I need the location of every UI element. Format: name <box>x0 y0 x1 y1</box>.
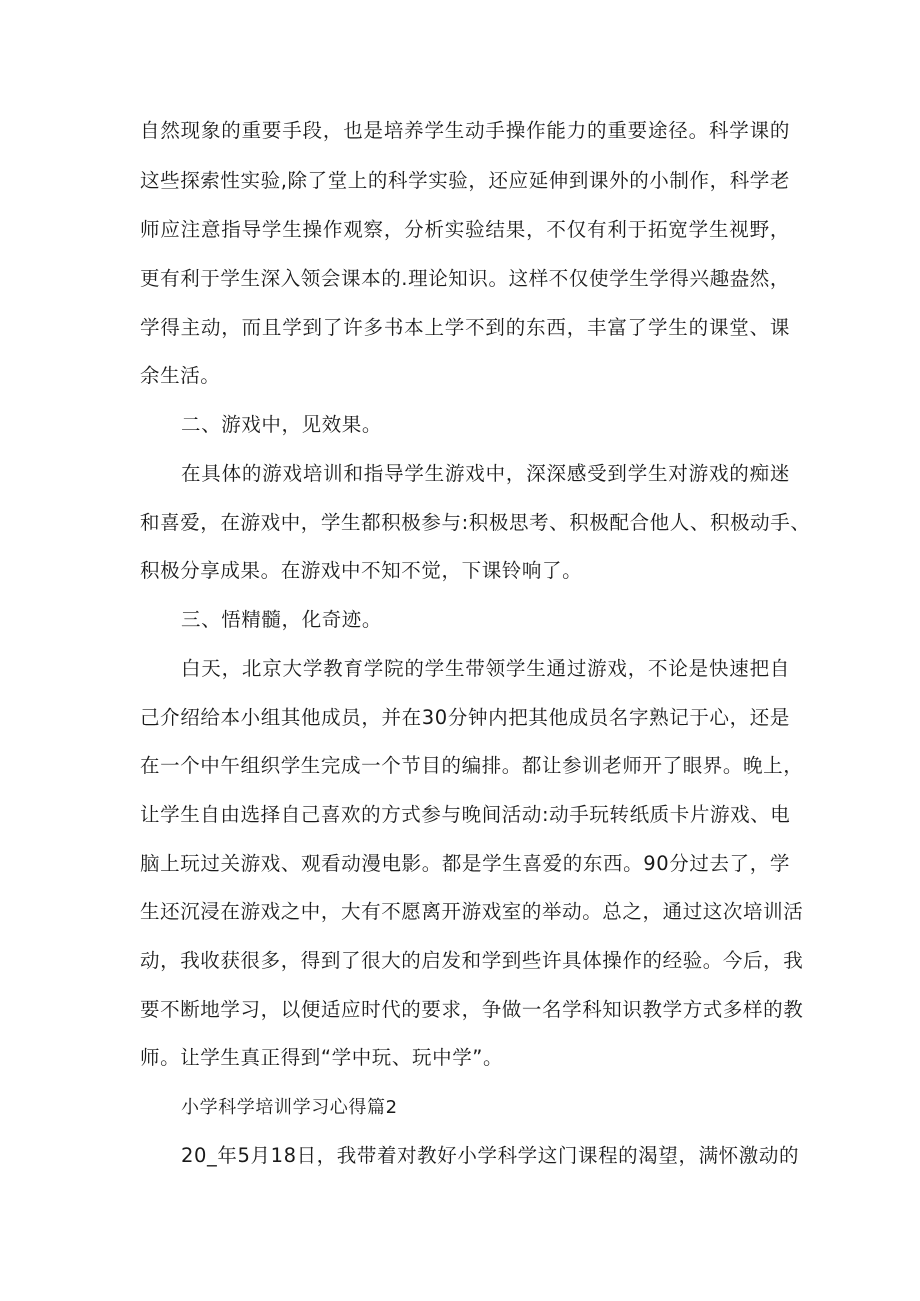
paragraph-line: 在具体的游戏培训和指导学生游戏中，深深感受到学生对游戏的痴迷 <box>181 462 790 485</box>
paragraph-line: 要不断地学习，以便适应时代的要求，争做一名学科知识教学方式多样的教 <box>140 998 804 1021</box>
section-title: 小学科学培训学习心得篇2 <box>181 1097 398 1118</box>
paragraph-line: 白天，北京大学教育学院的学生带领学生通过游戏，不论是快速把自 <box>181 657 790 680</box>
paragraph-line-end: 余生活。 <box>140 364 221 387</box>
paragraph-line: 更有利于学生深入领会课本的.理论知识。这样不仅使学生学得兴趣盎然， <box>140 267 790 290</box>
paragraph-line: 和喜爱，在游戏中，学生都积极参与:积极思考、积极配合他人、积极动手、 <box>140 511 811 534</box>
paragraph-line: 脑上玩过关游戏、观看动漫电影。都是学生喜爱的东西。90分过去了，学 <box>140 852 790 875</box>
paragraph-line: 师应注意指导学生操作观察，分析实验结果，不仅有利于拓宽学生视野， <box>140 218 790 241</box>
paragraph-line: 20_年5月18日，我带着对教好小学科学这门课程的渴望，满怀激动的 <box>181 1144 800 1167</box>
paragraph-line: 这些探索性实验,除了堂上的科学实验，还应延伸到课外的小制作，科学老 <box>140 169 790 192</box>
paragraph-line-end: 积极分享成果。在游戏中不知不觉，下课铃响了。 <box>140 559 583 582</box>
paragraph-line: 己介绍给本小组其他成员，并在30分钟内把其他成员名字熟记于心，还是 <box>140 706 790 729</box>
paragraph-line: 生还沉浸在游戏之中，大有不愿离开游戏室的举动。总之，通过这次培训活 <box>140 900 804 923</box>
paragraph-line: 学得主动，而且学到了许多书本上学不到的东西，丰富了学生的课堂、课 <box>140 316 790 339</box>
paragraph-line: 动，我收获很多，得到了很大的启发和学到些许具体操作的经验。今后，我 <box>140 949 804 972</box>
paragraph-line: 自然现象的重要手段，也是培养学生动手操作能力的重要途径。科学课的 <box>140 119 790 142</box>
section-heading-2: 二、游戏中，见效果。 <box>181 413 383 436</box>
section-heading-3: 三、悟精髓，化奇迹。 <box>181 608 383 631</box>
paragraph-line: 在一个中午组织学生完成一个节目的编排。都让参训老师开了眼界。晚上， <box>140 754 804 777</box>
paragraph-line-end: 师。让学生真正得到“学中玩、玩中学”。 <box>140 1046 504 1069</box>
paragraph-line: 让学生自由选择自己喜欢的方式参与晚间活动:动手玩转纸质卡片游戏、电 <box>140 803 791 826</box>
